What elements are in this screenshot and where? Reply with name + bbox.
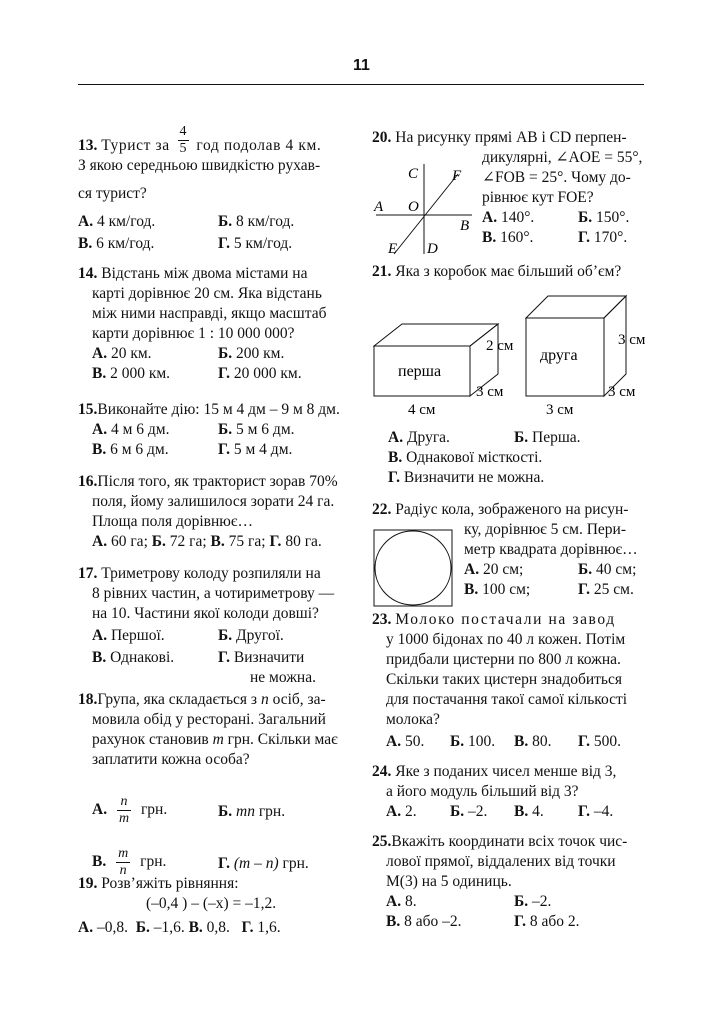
- q19-c-letter: В.: [188, 919, 203, 936]
- q21-option-c[interactable]: [388, 448, 542, 468]
- question-18: [78, 690, 350, 888]
- q19-options: [78, 918, 350, 938]
- q18-a-unit: грн.: [140, 801, 168, 819]
- q13-fraction: [178, 124, 189, 157]
- q23-line-1: Молоко постачали на завод: [395, 611, 616, 628]
- q16-line-2: поля, йому залишилося зорати 24 га.: [92, 493, 335, 510]
- q23-line-3: придбали цистерни по 800 л кожна.: [386, 651, 621, 668]
- q16-option-a[interactable]: [92, 533, 148, 550]
- q23-c-letter: В.: [514, 733, 529, 750]
- q17-number: 17.: [78, 565, 98, 582]
- q18-n: n: [260, 691, 269, 708]
- q17-d-text: Визначити: [233, 649, 305, 666]
- q20-c-text: 160°.: [500, 229, 534, 246]
- q15-a-text: 4 м 6 дм.: [110, 421, 170, 438]
- q24-a-letter: А.: [386, 803, 402, 820]
- q25-line-3: M(3) на 5 одиниць.: [386, 873, 512, 890]
- q23-line-6: молока?: [386, 711, 440, 728]
- q13-text-3: З якою середньою швидкістю рухав-: [78, 157, 321, 174]
- q18-option-b[interactable]: [218, 802, 285, 822]
- q22-option-a[interactable]: [464, 560, 523, 580]
- q19-option-d[interactable]: [242, 919, 281, 936]
- q23-d-letter: Г.: [578, 733, 590, 750]
- q23-b-letter: Б.: [450, 733, 465, 750]
- q25-d-text: 8 або 2.: [529, 913, 580, 930]
- question-25: [372, 832, 644, 934]
- q14-option-a[interactable]: [92, 344, 152, 364]
- q23-a-text: 50.: [404, 733, 425, 750]
- q18-option-a[interactable]: [92, 794, 167, 827]
- q13-number: 13.: [78, 137, 98, 155]
- q18-line-3b: грн. Скільки має: [227, 731, 338, 748]
- q17-line-2: 8 рівних частин, а чотириметрову —: [92, 585, 335, 602]
- q16-b-letter: Б.: [151, 533, 166, 550]
- q17-b-letter: Б.: [218, 627, 233, 644]
- q16-line-1: Після того, як тракторист зорав 70%: [97, 473, 338, 490]
- q20-d-text: 170°.: [593, 229, 628, 246]
- q25-c-text: 8 або –2.: [404, 913, 462, 930]
- box-second: [526, 296, 626, 396]
- q18-line-3a: рахунок становив: [92, 731, 209, 748]
- q16-b-text: 72 га;: [169, 533, 207, 550]
- q13-d-letter: Г.: [218, 235, 230, 252]
- q16-option-d[interactable]: [269, 533, 321, 550]
- box-first-top: [374, 324, 498, 346]
- box-first-height: 2 см: [486, 338, 514, 354]
- q24-number: 24.: [372, 763, 392, 780]
- q25-d-letter: Г.: [514, 913, 526, 930]
- q14-option-d[interactable]: [218, 364, 302, 384]
- q14-line-1: Відстань між двома містами на: [101, 265, 308, 282]
- q15-option-a[interactable]: [92, 420, 169, 440]
- q25-c-letter: В.: [386, 913, 401, 930]
- q23-line-2: у 1000 бідонах по 40 л кожен. Потім: [386, 631, 626, 648]
- q25-option-c[interactable]: [386, 912, 462, 932]
- question-17: [78, 564, 350, 690]
- question-20: [372, 128, 644, 257]
- q18-d-expr: (m – n): [233, 855, 279, 872]
- q24-c-letter: В.: [514, 803, 529, 820]
- q18-b-letter: Б.: [218, 803, 233, 820]
- q23-option-b[interactable]: [450, 732, 495, 752]
- q20-line-3: ∠FOB = 25°. Чому до-: [482, 169, 631, 186]
- q18-a-letter: А.: [92, 801, 108, 819]
- q24-b-letter: Б.: [450, 803, 465, 820]
- circle: [375, 531, 451, 605]
- q13-option-c[interactable]: [78, 234, 154, 254]
- label-a: A: [374, 199, 384, 215]
- q22-b-text: 40 см;: [596, 561, 637, 578]
- q21-boxes-figure: [372, 288, 662, 428]
- q18-number: 18.: [78, 691, 98, 708]
- q13-text-4: ся турист?: [78, 185, 147, 202]
- square: [374, 530, 452, 606]
- page-number: 11: [353, 57, 370, 74]
- q17-option-a[interactable]: [92, 626, 165, 646]
- q13-b-letter: Б.: [218, 213, 233, 230]
- q17-line-3: на 10. Частини якої колоди довші?: [92, 605, 319, 622]
- q18-m: m: [212, 731, 224, 748]
- q22-line-2: ку, дорівнює 5 см. Пери-: [464, 521, 627, 538]
- q15-option-d[interactable]: [218, 440, 292, 460]
- q14-line-4: карти дорівнює 1 : 10 000 000?: [92, 325, 295, 342]
- q13-text-1: Турист за: [101, 137, 170, 155]
- q13-b-text: 8 км/год.: [236, 213, 295, 230]
- q24-d-letter: Г.: [578, 803, 590, 820]
- q25-option-d[interactable]: [514, 912, 580, 932]
- q19-number: 19.: [78, 875, 98, 892]
- q19-a-letter: А.: [78, 919, 94, 936]
- q21-c-letter: В.: [388, 449, 403, 466]
- q23-c-text: 80.: [532, 733, 552, 750]
- q19-a-text: –0,8.: [96, 919, 128, 936]
- box-second-top: [526, 296, 626, 318]
- q14-b-letter: Б.: [218, 345, 233, 362]
- q23-number: 23.: [372, 611, 392, 628]
- q16-line-3: Площа поля дорівнює…: [92, 513, 253, 530]
- q21-d-letter: Г.: [388, 469, 400, 486]
- q13-option-b[interactable]: [218, 212, 294, 232]
- q23-a-letter: А.: [386, 733, 402, 750]
- q21-d-text: Визначити не можна.: [403, 469, 545, 486]
- q16-a-letter: А.: [92, 533, 108, 550]
- q18-line-1b: осіб, за-: [272, 691, 326, 708]
- label-o: O: [408, 199, 419, 215]
- q18-c-num: m: [118, 846, 129, 861]
- q18-d-unit: грн.: [282, 855, 309, 872]
- q13-d-text: 5 км/год.: [233, 235, 293, 252]
- q21-number: 21.: [372, 263, 392, 280]
- q24-option-d[interactable]: [578, 802, 613, 822]
- question-24: [372, 762, 644, 824]
- q24-line-2: а його модуль більший від 3?: [386, 783, 579, 800]
- q21-option-b[interactable]: [514, 428, 581, 448]
- box-first-label: перша: [398, 363, 442, 380]
- q22-a-letter: А.: [464, 561, 480, 578]
- q24-c-text: 4.: [532, 803, 544, 820]
- q22-c-text: 100 см;: [482, 581, 531, 598]
- q18-a-fraction: [117, 794, 131, 827]
- q17-c-text: Однакові.: [110, 649, 175, 666]
- q23-b-text: 100.: [468, 733, 496, 750]
- q22-circle-square-figure: [372, 528, 456, 608]
- q14-line-2: карті дорівнює 20 см. Яка відстань: [92, 285, 322, 302]
- label-c: C: [408, 166, 419, 182]
- q13-text-2: год подолав 4 км.: [196, 137, 322, 155]
- label-d: D: [427, 241, 438, 257]
- q20-line-1: На рисунку прямі AB і CD перпен-: [395, 129, 627, 146]
- q18-c-unit: грн.: [140, 853, 167, 871]
- q18-b-unit: грн.: [258, 803, 286, 820]
- q16-c-letter: В.: [210, 533, 225, 550]
- q14-c-text: 2 000 км.: [110, 365, 171, 382]
- q22-option-d[interactable]: [578, 580, 634, 600]
- q22-c-letter: В.: [464, 581, 479, 598]
- q25-a-letter: А.: [386, 893, 402, 910]
- q20-d-letter: Г.: [578, 229, 590, 246]
- q18-a-num: n: [117, 794, 131, 811]
- q24-b-text: –2.: [468, 803, 488, 820]
- q25-b-text: –2.: [532, 893, 552, 910]
- q24-a-text: 2.: [404, 803, 417, 820]
- q21-b-text: Перша.: [532, 429, 581, 446]
- q23-option-a[interactable]: [386, 732, 424, 752]
- q15-a-letter: А.: [92, 421, 108, 438]
- label-f: F: [452, 168, 462, 184]
- q19-b-letter: Б.: [135, 919, 150, 936]
- question-14: [78, 264, 350, 386]
- q19-equation: (–0,4 ) – (–x) = –1,2.: [146, 895, 277, 912]
- q19-option-a[interactable]: [78, 919, 128, 936]
- q21-option-d[interactable]: [388, 468, 544, 488]
- question-22: [372, 500, 644, 602]
- q17-d-text-2: не можна.: [250, 669, 316, 686]
- q15-option-c[interactable]: [92, 440, 169, 460]
- q20-line-4: рівнює кут FOE?: [482, 189, 594, 206]
- q18-c-den: n: [119, 863, 127, 878]
- q22-b-letter: Б.: [578, 561, 593, 578]
- q15-c-letter: В.: [92, 441, 107, 458]
- q20-a-letter: А.: [482, 209, 498, 226]
- q25-a-text: 8.: [404, 893, 417, 910]
- q14-a-text: 20 км.: [110, 345, 152, 362]
- q24-option-b[interactable]: [450, 802, 487, 822]
- q13-c-text: 6 км/год.: [96, 235, 155, 252]
- q20-b-text: 150°.: [596, 209, 630, 226]
- q14-a-letter: А.: [92, 345, 108, 362]
- q13-option-a[interactable]: [78, 212, 155, 232]
- q19-c-text: 0,8.: [206, 919, 230, 936]
- q25-number: 25.: [372, 833, 392, 850]
- q14-d-letter: Г.: [218, 365, 230, 382]
- q23-d-text: 500.: [593, 733, 621, 750]
- q15-b-letter: Б.: [218, 421, 233, 438]
- q13-frac-den: 5: [179, 141, 187, 156]
- q18-line-2: мовила обід у ресторані. Загальний: [92, 711, 326, 728]
- q17-option-d[interactable]: [218, 648, 304, 668]
- q17-d-letter: Г.: [218, 649, 230, 666]
- q21-line-1: Яка з коробок має більший об’єм?: [395, 263, 622, 280]
- right-column: [372, 122, 644, 952]
- q22-number: 22.: [372, 501, 392, 518]
- q17-line-1: Триметрову колоду розпиляли на: [101, 565, 321, 582]
- q24-option-a[interactable]: [386, 802, 417, 822]
- q19-b-text: –1,6.: [153, 919, 185, 936]
- q15-option-b[interactable]: [218, 420, 295, 440]
- q16-option-c[interactable]: [211, 533, 266, 550]
- label-b: B: [460, 218, 470, 234]
- q24-option-c[interactable]: [514, 802, 544, 822]
- q22-line-3: метр квадрата дорівнює…: [464, 541, 638, 558]
- q25-line-2: лової прямої, віддалених від точки: [386, 853, 616, 870]
- q21-b-letter: Б.: [514, 429, 529, 446]
- q23-option-d[interactable]: [578, 732, 621, 752]
- q15-b-text: 5 м 6 дм.: [236, 421, 295, 438]
- q22-option-c[interactable]: [464, 580, 530, 600]
- q16-number: 16.: [78, 473, 98, 490]
- q17-b-text: Другої.: [236, 627, 284, 644]
- q13-a-text: 4 км/год.: [96, 213, 156, 230]
- q20-number: 20.: [372, 129, 392, 146]
- q15-line-1: Виконайте дію: 15 м 4 дм – 9 м 8 дм.: [97, 401, 340, 418]
- q18-b-var: mn: [236, 803, 255, 820]
- q20-b-letter: Б.: [578, 209, 593, 226]
- q20-a-text: 140°.: [500, 209, 535, 226]
- question-23: [372, 610, 644, 754]
- q19-option-b[interactable]: [136, 919, 185, 936]
- q20-option-b[interactable]: [578, 208, 629, 228]
- question-15: [78, 400, 350, 462]
- line-ef: [394, 174, 458, 254]
- q14-line-3: між ними насправді, якщо масштаб: [92, 305, 327, 322]
- q25-option-b[interactable]: [514, 892, 551, 912]
- q20-line-2: дикулярні, ∠AOE = 55°,: [482, 149, 643, 166]
- q14-d-text: 20 000 км.: [233, 365, 302, 382]
- q14-number: 14.: [78, 265, 98, 282]
- q23-line-4: Скільки таких цистерн знадобиться: [386, 671, 622, 688]
- q21-a-letter: А.: [388, 429, 404, 446]
- left-column: [78, 122, 350, 952]
- q25-option-a[interactable]: [386, 892, 417, 912]
- q13-frac-num: 4: [179, 124, 187, 139]
- q20-figure-lines: [372, 158, 482, 258]
- q14-b-text: 200 км.: [236, 345, 285, 362]
- q14-option-c[interactable]: [92, 364, 170, 384]
- q21-c-text: Однакової місткості.: [406, 449, 543, 466]
- box-second-depth: 3 см: [608, 384, 636, 400]
- q16-option-b[interactable]: [152, 533, 207, 550]
- q20-c-letter: В.: [482, 229, 497, 246]
- question-19: [78, 874, 350, 938]
- header-rule: [78, 84, 644, 85]
- q17-c-letter: В.: [92, 649, 107, 666]
- box-second-height: 3 см: [618, 332, 646, 348]
- q25-b-letter: Б.: [514, 893, 529, 910]
- q13-c-letter: В.: [78, 235, 93, 252]
- box-second-width: 3 см: [546, 402, 574, 418]
- q23-option-c[interactable]: [514, 732, 551, 752]
- q20-option-d[interactable]: [578, 228, 627, 248]
- q15-d-text: 5 м 4 дм.: [233, 441, 293, 458]
- question-13: [78, 124, 350, 258]
- q19-d-text: 1,6.: [257, 919, 281, 936]
- q14-c-letter: В.: [92, 365, 107, 382]
- box-second-label: друга: [540, 347, 578, 364]
- q18-option-d[interactable]: [218, 854, 309, 874]
- q18-line-1a: Група, яка складається з: [97, 691, 258, 708]
- q25-line-1: Вкажіть координати всіх точок чис-: [391, 833, 628, 850]
- q20-option-a[interactable]: [482, 208, 534, 228]
- q17-a-letter: А.: [92, 627, 108, 644]
- q18-d-letter: Г.: [218, 855, 230, 872]
- q16-d-text: 80 га.: [285, 533, 322, 550]
- q18-c-letter: В.: [92, 853, 107, 871]
- q15-d-letter: Г.: [218, 441, 230, 458]
- q17-a-text: Першої.: [110, 627, 165, 644]
- question-16: [78, 472, 350, 552]
- q15-c-text: 6 м 6 дм.: [110, 441, 169, 458]
- q17-option-b[interactable]: [218, 626, 284, 646]
- q15-number: 15.: [78, 401, 98, 418]
- q13-option-d[interactable]: [218, 234, 292, 254]
- q23-line-5: для постачання такої самої кількості: [386, 691, 628, 708]
- q19-option-c[interactable]: [189, 919, 230, 936]
- q18-a-den: m: [118, 811, 130, 826]
- q19-line-1: Розв’яжіть рівняння:: [101, 875, 239, 892]
- q13-a-letter: А.: [78, 213, 94, 230]
- q16-c-text: 75 га;: [228, 533, 266, 550]
- q16-a-text: 60 га;: [110, 533, 148, 550]
- q21-option-a[interactable]: [388, 428, 450, 448]
- box-first-width: 4 см: [408, 402, 436, 418]
- q21-a-text: Друга.: [406, 429, 450, 446]
- q22-d-text: 25 см.: [593, 581, 634, 598]
- q22-d-letter: Г.: [578, 581, 590, 598]
- q14-option-b[interactable]: [218, 344, 284, 364]
- q19-d-letter: Г.: [241, 919, 254, 936]
- question-21: [372, 262, 646, 486]
- q22-line-1: Радіус кола, зображеного на рисун-: [395, 501, 629, 518]
- q24-line-1: Яке з поданих чисел менше від 3,: [395, 763, 617, 780]
- q18-line-4: заплатити кожна особа?: [92, 751, 250, 768]
- q24-d-text: –4.: [593, 803, 614, 820]
- q16-options: [78, 532, 350, 552]
- q22-a-text: 20 см;: [482, 561, 524, 578]
- label-e: E: [388, 241, 398, 257]
- q17-option-c[interactable]: [92, 648, 174, 668]
- box-first-depth: 3 см: [476, 384, 504, 400]
- q16-d-letter: Г.: [269, 533, 282, 550]
- q22-option-b[interactable]: [578, 560, 636, 580]
- q20-option-c[interactable]: [482, 228, 533, 248]
